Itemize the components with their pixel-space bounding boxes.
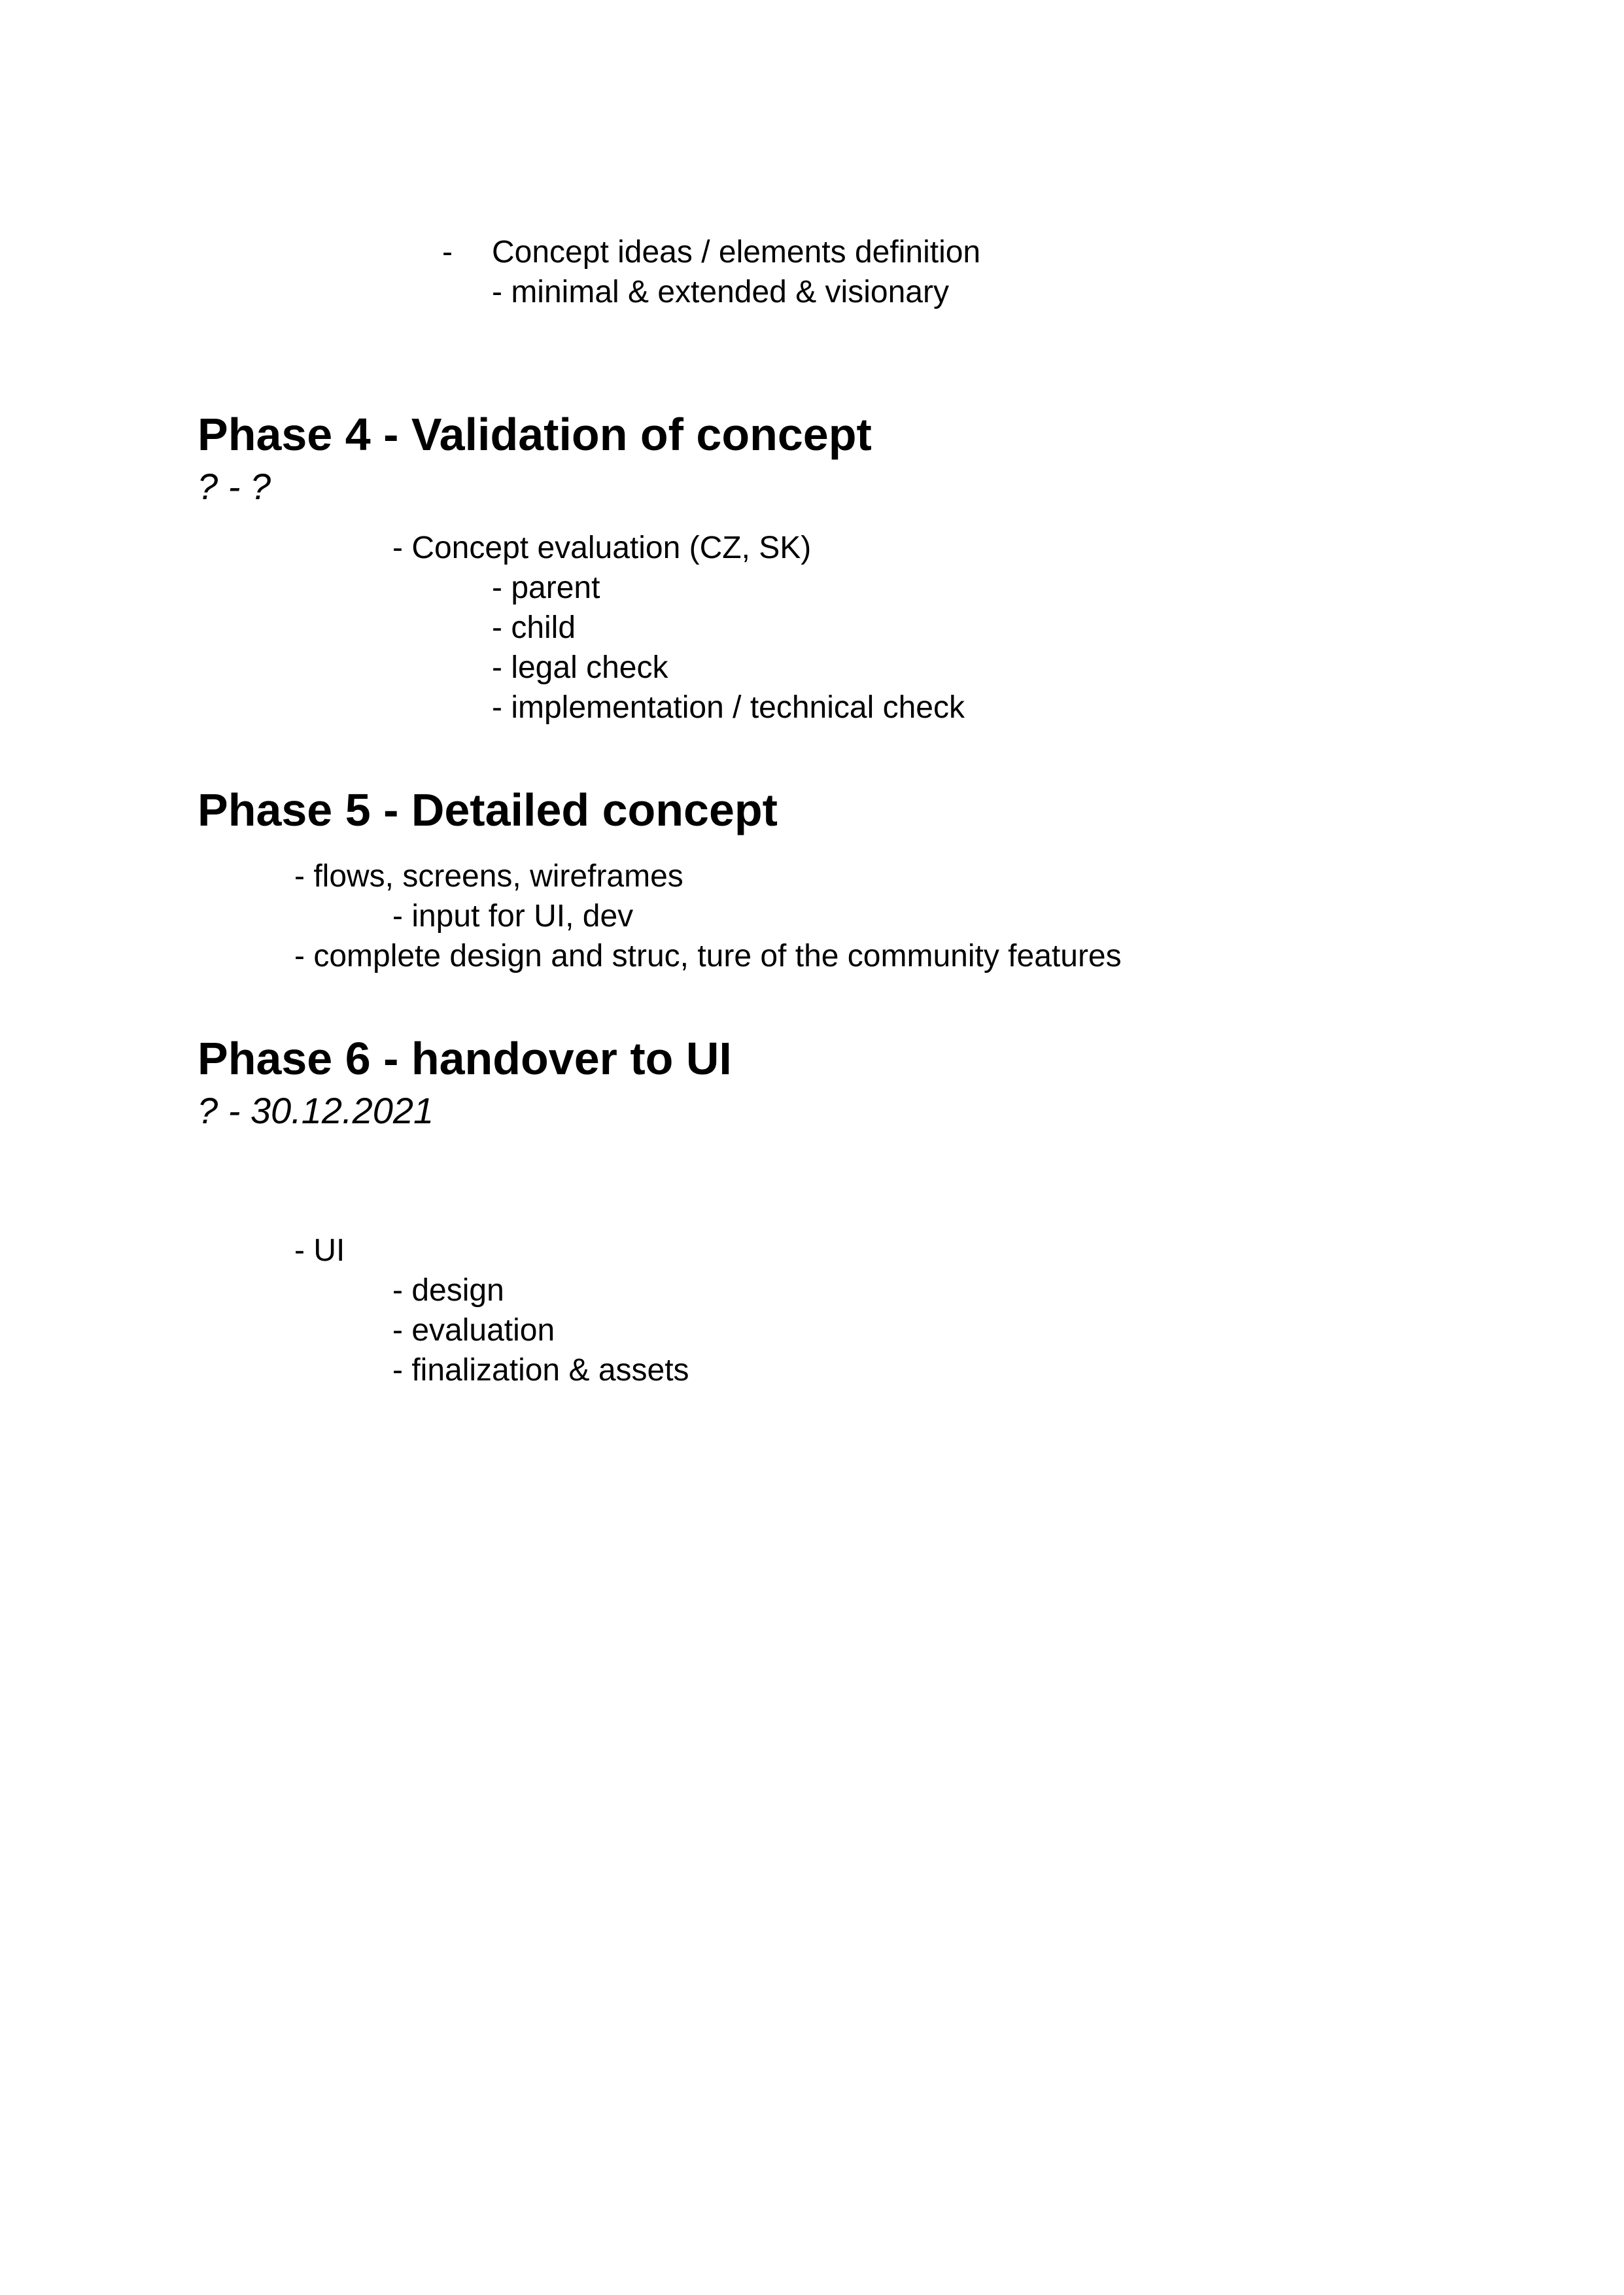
list-item-flows: - flows, screens, wireframes [294, 859, 683, 894]
phase-4-dates: ? - ? [198, 466, 271, 507]
phase-6-heading: Phase 6 - handover to UI [198, 1033, 732, 1084]
phase-6-dates: ? - 30.12.2021 [198, 1090, 434, 1131]
list-item-ui: - UI [294, 1233, 345, 1268]
list-item-evaluation: - evaluation [392, 1313, 555, 1348]
list-item-input: - input for UI, dev [392, 899, 634, 934]
phase-4-heading: Phase 4 - Validation of concept [198, 409, 872, 460]
phase-5-heading: Phase 5 - Detailed concept [198, 784, 778, 835]
list-item-concept-evaluation: - Concept evaluation (CZ, SK) [392, 531, 812, 565]
list-item-finalization: - finalization & assets [392, 1353, 689, 1388]
list-item-minimal: - minimal & extended & visionary [492, 275, 949, 309]
list-item-legal-check: - legal check [492, 650, 668, 685]
list-item-concept-ideas: Concept ideas / elements definition [492, 235, 981, 270]
list-item-design: - design [392, 1273, 504, 1308]
list-item-parent: - parent [492, 570, 600, 605]
bullet-marker: - [442, 235, 453, 270]
list-item-child: - child [492, 610, 576, 645]
list-item-complete-design: - complete design and struc, ture of the community features [294, 939, 1122, 973]
list-item-implementation-check: - implementation / technical check [492, 690, 965, 725]
